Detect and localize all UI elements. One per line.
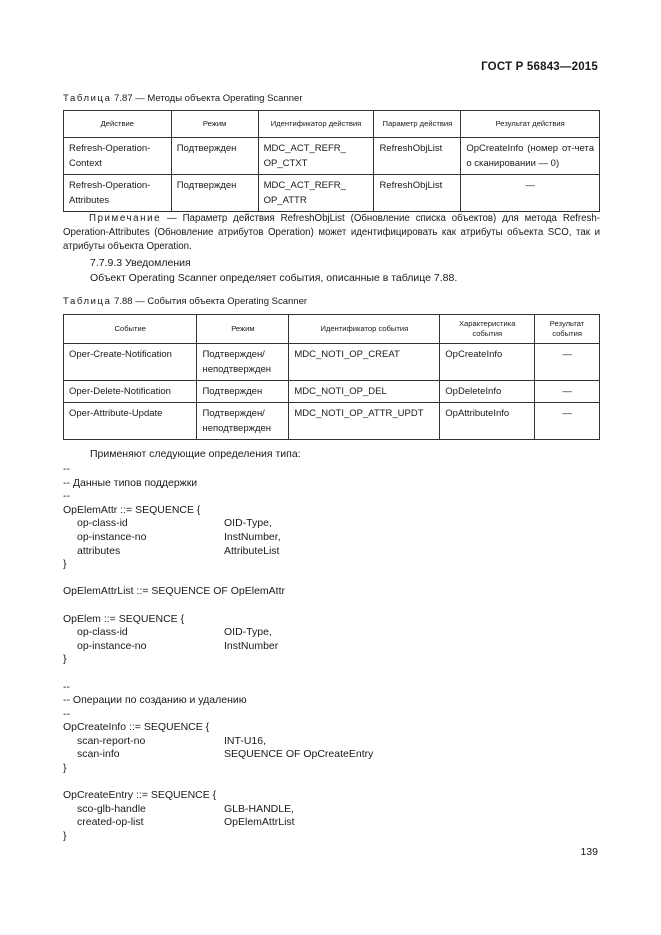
code-field-type: InstNumber <box>224 639 279 652</box>
asn1-code-block <box>63 463 603 844</box>
table-row <box>64 403 600 440</box>
column-header: Действие <box>64 111 172 138</box>
table-cell: Oper-Attribute-Update <box>64 403 197 440</box>
code-field-name: op-class-id <box>77 517 128 530</box>
table-cell: Подтвержден <box>171 175 258 212</box>
code-field-name: attributes <box>77 544 121 557</box>
note-text: — Параметр действия RefreshObjList (Обновление списка объектов) для метода Refresh-Operation-Attributes (Обновление атрибутов Operation) может идентифицировать как атрибуты объекта SCO, так и атрибуты объекта Operation. <box>63 213 600 252</box>
code-field-type: InstNumber, <box>224 530 281 543</box>
table-cell: Подтвержден/ неподтвержден <box>197 344 289 381</box>
code-line <box>63 572 603 586</box>
code-line <box>63 531 603 545</box>
column-header: Результат действия <box>461 111 600 138</box>
code-line <box>63 517 603 531</box>
column-header: Идентификатор события <box>289 315 440 344</box>
code-line <box>63 626 603 640</box>
table-cell: — <box>535 381 600 403</box>
code-line <box>63 667 603 681</box>
table-cell: RefreshObjList <box>374 175 461 212</box>
table-cell: RefreshObjList <box>374 138 461 175</box>
code-line: OpElemAttrList ::= SEQUENCE OF OpElemAttr <box>63 585 286 598</box>
code-field-name: op-instance-no <box>77 530 147 543</box>
table-row <box>64 381 600 403</box>
page-number: 139 <box>580 846 598 858</box>
code-field-type: OID-Type, <box>224 626 272 639</box>
column-header: Параметр действия <box>374 111 461 138</box>
table-cell: OpCreateInfo <box>440 344 535 381</box>
code-line <box>63 816 603 830</box>
code-line <box>63 599 603 613</box>
column-header: Режим <box>197 315 289 344</box>
table-row <box>64 344 600 381</box>
code-line <box>63 545 603 559</box>
code-field-name: op-instance-no <box>77 639 147 652</box>
table-cell: MDC_ACT_REFR_ OP_CTXT <box>258 138 374 175</box>
table-cell: — <box>461 175 600 212</box>
table-cell: Подтвержден <box>197 381 289 403</box>
table-cell: OpCreateInfo (номер от-чета о сканировании — 0) <box>461 138 600 175</box>
column-header: Идентификатор действия <box>258 111 374 138</box>
code-line: -- <box>63 463 70 475</box>
code-line <box>63 803 603 817</box>
code-field-name: sco-glb-handle <box>77 802 146 815</box>
code-line: -- <box>63 680 70 693</box>
table-cell: OpAttributeInfo <box>440 403 535 440</box>
code-field-type: OID-Type, <box>224 517 272 530</box>
table-cell: Oper-Delete-Notification <box>64 381 197 403</box>
caption-text: 7.88 — События объекта Operating Scanner <box>111 296 308 307</box>
caption-label: Таблица <box>63 93 112 104</box>
table-cell: — <box>535 403 600 440</box>
column-header: Событие <box>64 315 197 344</box>
code-line: } <box>63 653 67 666</box>
table-cell: — <box>535 344 600 381</box>
table-cell: Подтвержден <box>171 138 258 175</box>
section-text: Объект Operating Scanner определяет события, описанные в таблице 7.88. <box>90 272 458 284</box>
table-87 <box>63 110 600 212</box>
code-field-type: GLB-HANDLE, <box>224 802 295 815</box>
table-87-caption <box>63 93 302 104</box>
table-cell: MDC_NOTI_OP_ATTR_UPDT <box>289 403 440 440</box>
section-title: 7.7.9.3 Уведомления <box>90 257 191 269</box>
code-field-type: AttributeList <box>224 544 280 557</box>
table-88-caption <box>63 296 307 307</box>
code-line: OpCreateInfo ::= SEQUENCE { <box>63 721 210 734</box>
table-row <box>64 138 600 175</box>
code-line <box>63 748 603 762</box>
table-note <box>63 212 600 254</box>
table-88 <box>63 314 600 440</box>
definitions-intro: Применяют следующие определения типа: <box>90 448 301 460</box>
code-field-type: SEQUENCE OF OpCreateEntry <box>224 748 374 761</box>
code-field-name: scan-report-no <box>77 734 146 747</box>
table-row <box>64 175 600 212</box>
column-header: Результат события <box>535 315 600 344</box>
code-line: } <box>63 762 67 775</box>
caption-text: 7.87 — Методы объекта Operating Scanner <box>111 93 303 104</box>
caption-label: Таблица <box>63 296 112 307</box>
code-line <box>63 776 603 790</box>
code-line: OpCreateEntry ::= SEQUENCE { <box>63 789 217 802</box>
column-header: Режим <box>171 111 258 138</box>
code-line: } <box>63 830 67 843</box>
table-cell: OpDeleteInfo <box>440 381 535 403</box>
code-line: OpElemAttr ::= SEQUENCE { <box>63 503 201 516</box>
code-line: -- <box>63 490 70 503</box>
table-cell: MDC_ACT_REFR_ OP_ATTR <box>258 175 374 212</box>
code-field-name: op-class-id <box>77 626 128 639</box>
code-line: -- Данные типов поддержки <box>63 476 198 489</box>
table-cell: MDC_NOTI_OP_CREAT <box>289 344 440 381</box>
code-field-name: created-op-list <box>77 816 144 829</box>
code-field-name: scan-info <box>77 748 120 761</box>
code-field-type: OpElemAttrList <box>224 816 295 829</box>
note-label: Примечание <box>89 213 162 224</box>
column-header: Характеристика события <box>440 315 535 344</box>
code-line <box>63 735 603 749</box>
table-cell: Refresh-Operation-Attributes <box>64 175 172 212</box>
code-line: -- <box>63 707 70 720</box>
table-cell: Подтвержден/ неподтвержден <box>197 403 289 440</box>
document-id: ГОСТ Р 56843—2015 <box>481 61 598 73</box>
table-cell: Oper-Create-Notification <box>64 344 197 381</box>
code-line: } <box>63 558 67 571</box>
code-line: OpElem ::= SEQUENCE { <box>63 612 185 625</box>
table-cell: MDC_NOTI_OP_DEL <box>289 381 440 403</box>
table-cell: Refresh-Operation-Context <box>64 138 172 175</box>
code-line <box>63 640 603 654</box>
code-field-type: INT-U16, <box>224 734 267 747</box>
code-line: -- Операции по созданию и удалению <box>63 694 247 707</box>
